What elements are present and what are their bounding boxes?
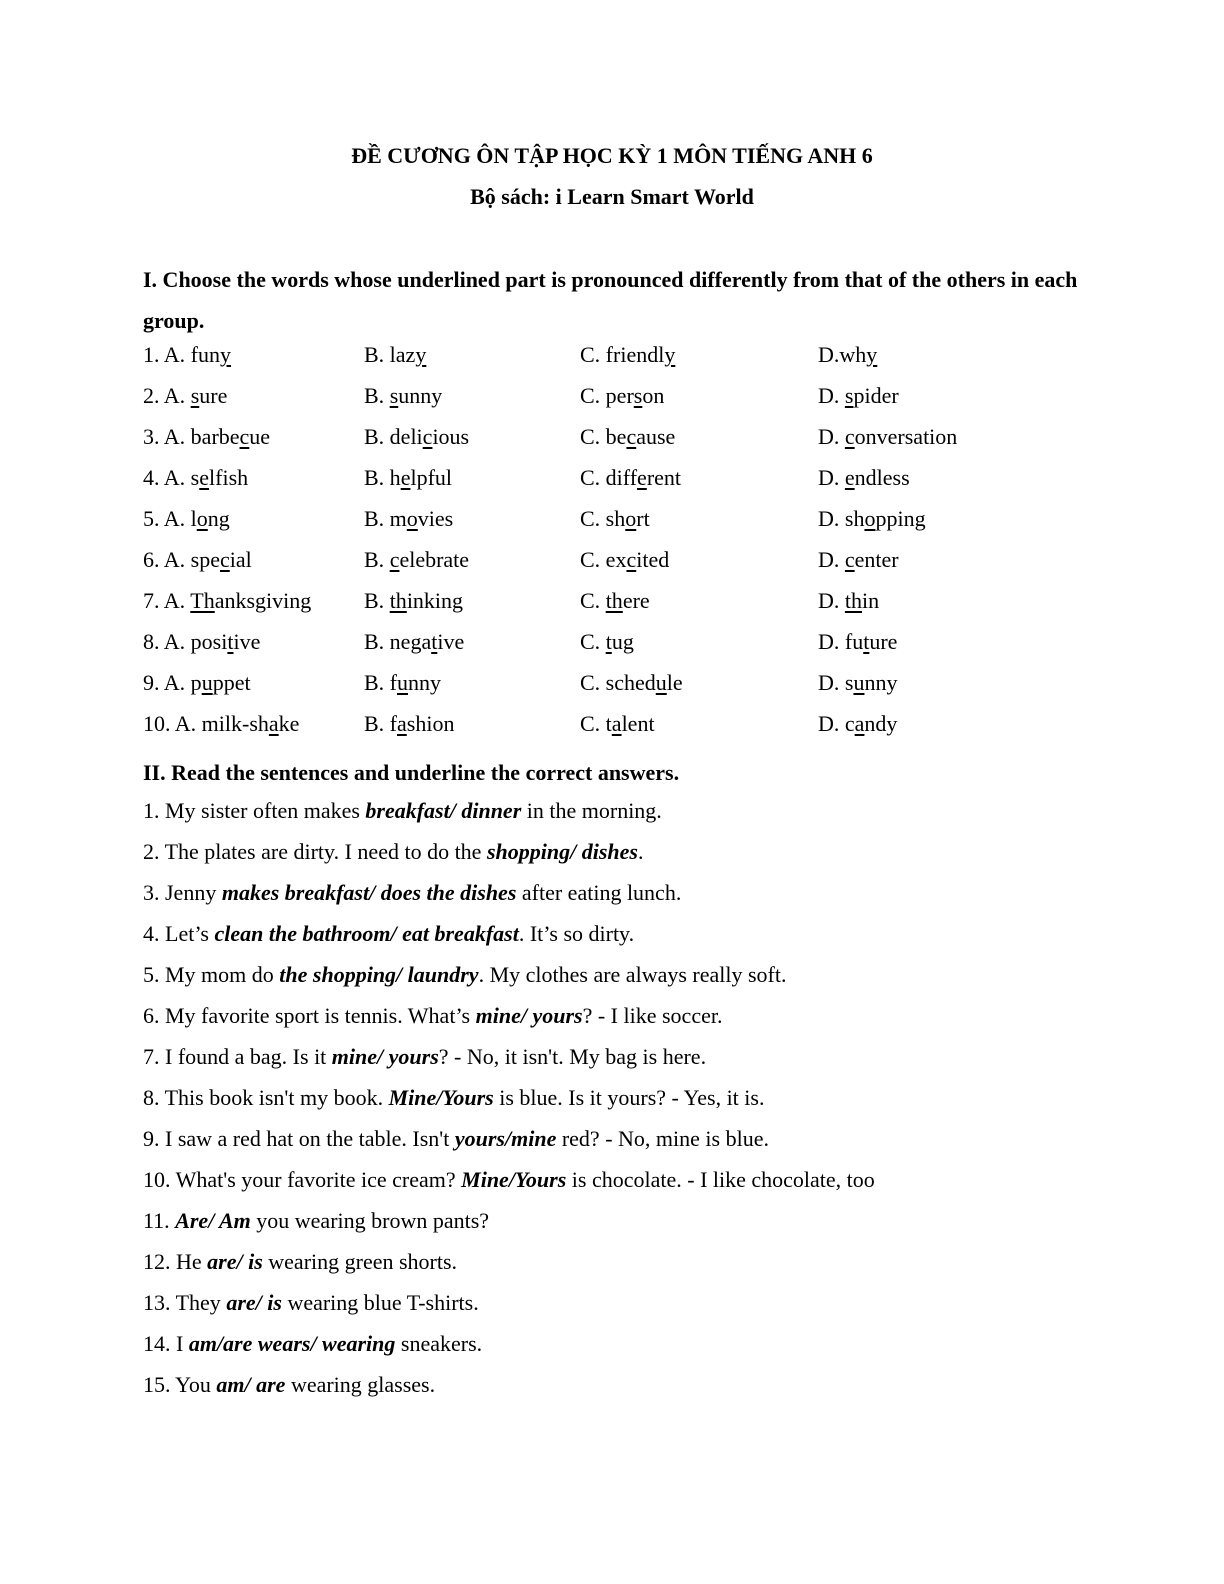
underlined-part: u: [201, 670, 213, 695]
sentence-text: 7. I found a bag. Is it: [143, 1044, 332, 1069]
option-d: [818, 424, 957, 450]
option-a: [143, 342, 231, 368]
option-text: B.: [364, 588, 390, 613]
answer-choices: shopping/ dishes: [486, 839, 638, 864]
option-text: B.: [364, 383, 390, 408]
sentence-text: 11.: [143, 1208, 176, 1233]
option-a: [143, 424, 270, 450]
option-d: [818, 711, 897, 737]
option-text: on: [642, 383, 665, 408]
answer-choices: Are/ Am: [175, 1208, 251, 1233]
underlined-part: c: [844, 547, 855, 572]
option-text: ppet: [212, 670, 251, 695]
sentence-item: [143, 921, 634, 947]
option-c: [580, 547, 669, 573]
option-d: [818, 588, 879, 614]
underlined-part: a: [854, 711, 865, 736]
option-a: [143, 547, 252, 573]
option-text: ng: [207, 506, 230, 531]
sentence-text: ? - I like soccer.: [582, 1003, 723, 1028]
underlined-part: c: [844, 424, 855, 449]
option-text: rt: [636, 506, 650, 531]
option-b: [364, 547, 469, 573]
option-text: D. s: [818, 670, 854, 695]
underlined-part: y: [866, 342, 878, 367]
sentence-item: [143, 962, 786, 988]
option-text: D.: [818, 465, 845, 490]
option-text: rent: [646, 465, 682, 490]
option-text: C. sh: [580, 506, 626, 531]
underlined-part: s: [844, 383, 854, 408]
option-text: shion: [406, 711, 455, 736]
underlined-part: s: [633, 383, 643, 408]
sentence-item: [143, 1249, 457, 1275]
option-text: ive: [233, 629, 261, 654]
sentence-item: [143, 798, 662, 824]
option-text: B. laz: [364, 342, 416, 367]
answer-choices: Mine/Yours: [461, 1167, 567, 1192]
sentence-text: sneakers.: [395, 1331, 483, 1356]
sentence-item: [143, 839, 643, 865]
option-text: D.: [818, 588, 845, 613]
option-b: [364, 383, 442, 409]
sentence-text: is chocolate. - I like chocolate, too: [566, 1167, 875, 1192]
option-text: B. f: [364, 670, 397, 695]
option-text: C.: [580, 629, 606, 654]
option-text: B.: [364, 547, 390, 572]
sentence-item: [143, 1003, 722, 1029]
option-text: ious: [432, 424, 470, 449]
option-text: 9. A. p: [143, 670, 202, 695]
option-text: B. deli: [364, 424, 423, 449]
option-text: pider: [853, 383, 899, 408]
underlined-part: c: [422, 424, 433, 449]
option-text: lent: [621, 711, 655, 736]
answer-choices: makes breakfast/ does the dishes: [221, 880, 517, 905]
option-text: 1. A. fun: [143, 342, 220, 367]
option-c: [580, 465, 681, 491]
option-text: vies: [417, 506, 454, 531]
underlined-part: o: [625, 506, 637, 531]
answer-choices: mine/ yours: [475, 1003, 583, 1028]
sentence-item: [143, 1167, 875, 1193]
option-text: 3. A. barbe: [143, 424, 240, 449]
option-d: [818, 506, 926, 532]
option-c: [580, 588, 650, 614]
sentence-text: 5. My mom do: [143, 962, 280, 987]
question-row: [0, 547, 1224, 588]
sentence-text: . It’s so dirty.: [518, 921, 635, 946]
option-c: [580, 506, 650, 532]
answer-choices: clean the bathroom/ eat breakfast: [214, 921, 519, 946]
option-text: D. c: [818, 711, 855, 736]
sentence-item: [143, 1208, 489, 1234]
option-b: [364, 465, 452, 491]
option-d: [818, 383, 899, 409]
option-text: lfish: [209, 465, 249, 490]
underlined-part: t: [431, 629, 438, 654]
option-a: [143, 506, 230, 532]
underlined-part: u: [655, 670, 667, 695]
sentence-text: ? - No, it isn't. My bag is here.: [438, 1044, 707, 1069]
question-row: [0, 629, 1224, 670]
option-text: B. f: [364, 711, 397, 736]
option-text: 10. A. milk-sh: [143, 711, 269, 736]
option-a: [143, 465, 248, 491]
answer-choices: the shopping/ laundry: [279, 962, 479, 987]
answer-choices: am/ are: [216, 1372, 286, 1397]
option-text: C. per: [580, 383, 634, 408]
answer-choices: are/ is: [207, 1249, 263, 1274]
option-text: ive: [437, 629, 465, 654]
sentence-text: 14. I: [143, 1331, 189, 1356]
option-b: [364, 506, 453, 532]
sentence-text: you wearing brown pants?: [250, 1208, 490, 1233]
option-text: ere: [622, 588, 650, 613]
option-text: ure: [199, 383, 228, 408]
option-text: D. sh: [818, 506, 865, 531]
underlined-part: y: [415, 342, 427, 367]
underlined-part: o: [406, 506, 418, 531]
sentence-item: [143, 1044, 706, 1070]
option-text: enter: [854, 547, 899, 572]
underlined-part: e: [199, 465, 210, 490]
document-title: ĐỀ CƯƠNG ÔN TẬP HỌC KỲ 1 MÔN TIẾNG ANH 6: [351, 143, 873, 168]
question-row: [0, 383, 1224, 424]
underlined-part: a: [611, 711, 622, 736]
sentence-text: 6. My favorite sport is tennis. What’s: [143, 1003, 476, 1028]
option-text: C. friendl: [580, 342, 665, 367]
option-c: [580, 342, 675, 368]
underlined-part: y: [664, 342, 676, 367]
underlined-part: e: [400, 465, 411, 490]
option-text: D.: [818, 383, 845, 408]
sentence-text: red? - No, mine is blue.: [556, 1126, 769, 1151]
option-b: [364, 424, 469, 450]
option-text: unny: [398, 383, 443, 408]
option-text: ure: [869, 629, 898, 654]
underlined-part: e: [844, 465, 855, 490]
sentence-item: [143, 1290, 479, 1316]
option-a: [143, 629, 260, 655]
underlined-part: t: [605, 629, 612, 654]
question-row: [0, 670, 1224, 711]
underlined-part: c: [220, 547, 230, 572]
answer-choices: yours/mine: [454, 1126, 557, 1151]
option-text: 7. A.: [143, 588, 191, 613]
option-text: D.: [818, 424, 845, 449]
underlined-part: s: [389, 383, 399, 408]
option-text: anksgiving: [214, 588, 312, 613]
sentence-text: 10. What's your favorite ice cream?: [143, 1167, 462, 1192]
option-text: ited: [636, 547, 670, 572]
option-text: B. m: [364, 506, 407, 531]
option-b: [364, 711, 454, 737]
option-c: [580, 424, 675, 450]
question-row: [0, 342, 1224, 383]
option-text: elebrate: [399, 547, 470, 572]
option-text: C.: [580, 588, 606, 613]
option-c: [580, 383, 664, 409]
answer-choices: am/are wears/ wearing: [188, 1331, 396, 1356]
underlined-part: y: [220, 342, 231, 367]
underlined-part: a: [397, 711, 407, 736]
question-row: [0, 588, 1224, 629]
option-text: pping: [875, 506, 926, 531]
sentence-text: 15. You: [143, 1372, 217, 1397]
option-c: [580, 711, 655, 737]
underlined-part: th: [605, 588, 623, 613]
option-text: onversation: [854, 424, 958, 449]
document-subtitle: Bộ sách: i Learn Smart World: [470, 184, 754, 209]
sentence-text: 12. He: [143, 1249, 208, 1274]
question-row: [0, 506, 1224, 547]
question-row: [0, 465, 1224, 506]
option-text: ause: [636, 424, 676, 449]
question-row: [0, 711, 1224, 752]
question-row: [0, 424, 1224, 465]
underlined-part: s: [190, 383, 200, 408]
option-text: D.wh: [818, 342, 867, 367]
underlined-part: c: [239, 424, 250, 449]
underlined-part: o: [864, 506, 876, 531]
option-text: 8. A. posi: [143, 629, 228, 654]
underlined-part: e: [637, 465, 647, 490]
option-text: nny: [864, 670, 898, 695]
option-b: [364, 588, 463, 614]
option-text: 6. A. spe: [143, 547, 220, 572]
underlined-part: th: [389, 588, 407, 613]
option-text: ke: [278, 711, 300, 736]
option-text: ndy: [864, 711, 898, 736]
option-d: [818, 465, 910, 491]
underlined-part: u: [397, 670, 408, 695]
sentence-item: [143, 1126, 769, 1152]
underlined-part: Th: [190, 588, 215, 613]
option-text: le: [666, 670, 683, 695]
sentence-text: . My clothes are always really soft.: [478, 962, 787, 987]
underlined-part: a: [268, 711, 279, 736]
sentence-text: wearing blue T-shirts.: [281, 1290, 479, 1315]
option-text: 2. A.: [143, 383, 191, 408]
sentence-text: 1. My sister often makes: [143, 798, 366, 823]
option-text: in: [862, 588, 880, 613]
answer-choices: are/ is: [226, 1290, 282, 1315]
option-text: ial: [229, 547, 252, 572]
option-a: [143, 670, 251, 696]
option-text: ue: [249, 424, 271, 449]
underlined-part: u: [853, 670, 865, 695]
sentence-text: 4. Let’s: [143, 921, 215, 946]
option-a: [143, 383, 227, 409]
underlined-part: t: [227, 629, 234, 654]
option-a: [143, 711, 299, 737]
sentence-text: .: [637, 839, 644, 864]
option-a: [143, 588, 311, 614]
sentence-item: [143, 1085, 764, 1111]
option-text: D. fu: [818, 629, 864, 654]
option-text: ug: [611, 629, 634, 654]
answer-choices: breakfast/ dinner: [365, 798, 522, 823]
option-text: B. nega: [364, 629, 432, 654]
section-2-heading: II. Read the sentences and underline the correct answers.: [143, 760, 680, 785]
option-text: inking: [406, 588, 464, 613]
sentence-text: 3. Jenny: [143, 880, 222, 905]
option-d: [818, 629, 897, 655]
section-1-heading: I. Choose the words whose underlined part is pronounced differently from that of the others in each group.: [143, 267, 1078, 333]
sentence-item: [143, 1331, 482, 1357]
option-text: 5. A. l: [143, 506, 197, 531]
option-text: ndless: [854, 465, 910, 490]
sentence-text: 9. I saw a red hat on the table. Isn't: [143, 1126, 455, 1151]
sentence-text: 13. They: [143, 1290, 227, 1315]
option-b: [364, 629, 464, 655]
sentence-text: wearing glasses.: [285, 1372, 436, 1397]
option-text: lpful: [410, 465, 453, 490]
option-b: [364, 670, 441, 696]
sentence-item: [143, 1372, 435, 1398]
option-text: C. be: [580, 424, 627, 449]
underlined-part: t: [863, 629, 870, 654]
option-text: 4. A. s: [143, 465, 200, 490]
answer-choices: Mine/Yours: [388, 1085, 494, 1110]
option-text: D.: [818, 547, 845, 572]
sentence-text: 8. This book isn't my book.: [143, 1085, 389, 1110]
option-c: [580, 629, 634, 655]
sentence-text: in the morning.: [521, 798, 662, 823]
option-text: C. sched: [580, 670, 656, 695]
option-d: [818, 342, 877, 368]
underlined-part: c: [389, 547, 400, 572]
option-d: [818, 547, 899, 573]
option-text: B. h: [364, 465, 401, 490]
option-d: [818, 670, 897, 696]
sentence-item: [143, 880, 681, 906]
sentence-text: wearing green shorts.: [262, 1249, 458, 1274]
option-b: [364, 342, 426, 368]
option-text: C. t: [580, 711, 612, 736]
sentence-text: 2. The plates are dirty. I need to do the: [143, 839, 487, 864]
option-text: nny: [408, 670, 441, 695]
answer-choices: mine/ yours: [331, 1044, 439, 1069]
underlined-part: o: [196, 506, 208, 531]
option-text: C. diff: [580, 465, 638, 490]
sentence-text: after eating lunch.: [516, 880, 682, 905]
underlined-part: c: [626, 547, 637, 572]
option-text: C. ex: [580, 547, 627, 572]
option-c: [580, 670, 683, 696]
underlined-part: th: [844, 588, 863, 613]
sentence-text: is blue. Is it yours? - Yes, it is.: [493, 1085, 765, 1110]
underlined-part: c: [626, 424, 637, 449]
